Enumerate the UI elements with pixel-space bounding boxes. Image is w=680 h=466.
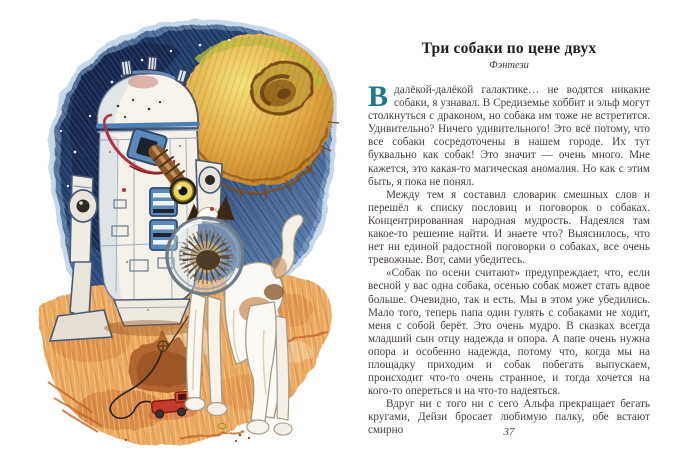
page-number: 37 bbox=[503, 426, 515, 438]
story-paragraph-1 bbox=[368, 80, 650, 189]
story-paragraph-3: «Собак по осени считают» предупреждает, что, если весной у вас одна собака, осенью собак может стать вдвое больше. Очевидно, так и есть. Мы в этом уже убедились. Мало того, теперь папа один гулять с собаками не ходит, меня с собой берёт. Это очень мудро. В сказках всегда младший сын отцу надежда и опора. А папе очень нужна опора и особенно надежда, потому что, когда мы на площадку приходим и собак побегать выпускаем, происходит что-то очень странное, и тогда хочется на кого-то опереться и на что-то надеяться. bbox=[368, 267, 650, 398]
story-paragraph-2: Между тем я составил словарик смешных слов и перешёл к списку пословиц и поговорок о собаках. Концентрированная народная мудрость. Надеялся там какое-то решение найти. И знаете что? Выяснилось, что нет ни единой радостной поговорки о собаках, все очень тревожные. Вот, сами убедитесь. bbox=[368, 188, 650, 267]
right-page bbox=[368, 40, 650, 450]
story-title: Три собаки по цене двух bbox=[421, 40, 597, 57]
story-body bbox=[368, 80, 650, 438]
left-page bbox=[30, 10, 350, 455]
story-subtitle: Фэнтези bbox=[489, 60, 529, 71]
glass-helmet bbox=[167, 218, 243, 294]
story-paragraph-4: Вдруг ни с того ни с сего Альфа прекращает бегать кругами, Дейзи бросает любимую палку, обе встают смирно bbox=[368, 398, 650, 437]
drop-cap: В bbox=[368, 80, 389, 113]
illustration-robot-and-dog bbox=[30, 10, 350, 455]
paragraph-text: далёкой-далёкой галактике… не водятся никакие собаки, я узнавал. В Средиземье хоббит и эльф могут столкнуться с драконом, но собака им тоже не встретится. Удивительно? Ничего удивительного! Это всё потому, что все собаки сосредоточены в нашем городе. Их тут буквально как собак! Это значит — очень много. Мне кажется, это какая-то магическая аномалия. Но как с этим быть, я пока не понял. bbox=[368, 84, 650, 188]
